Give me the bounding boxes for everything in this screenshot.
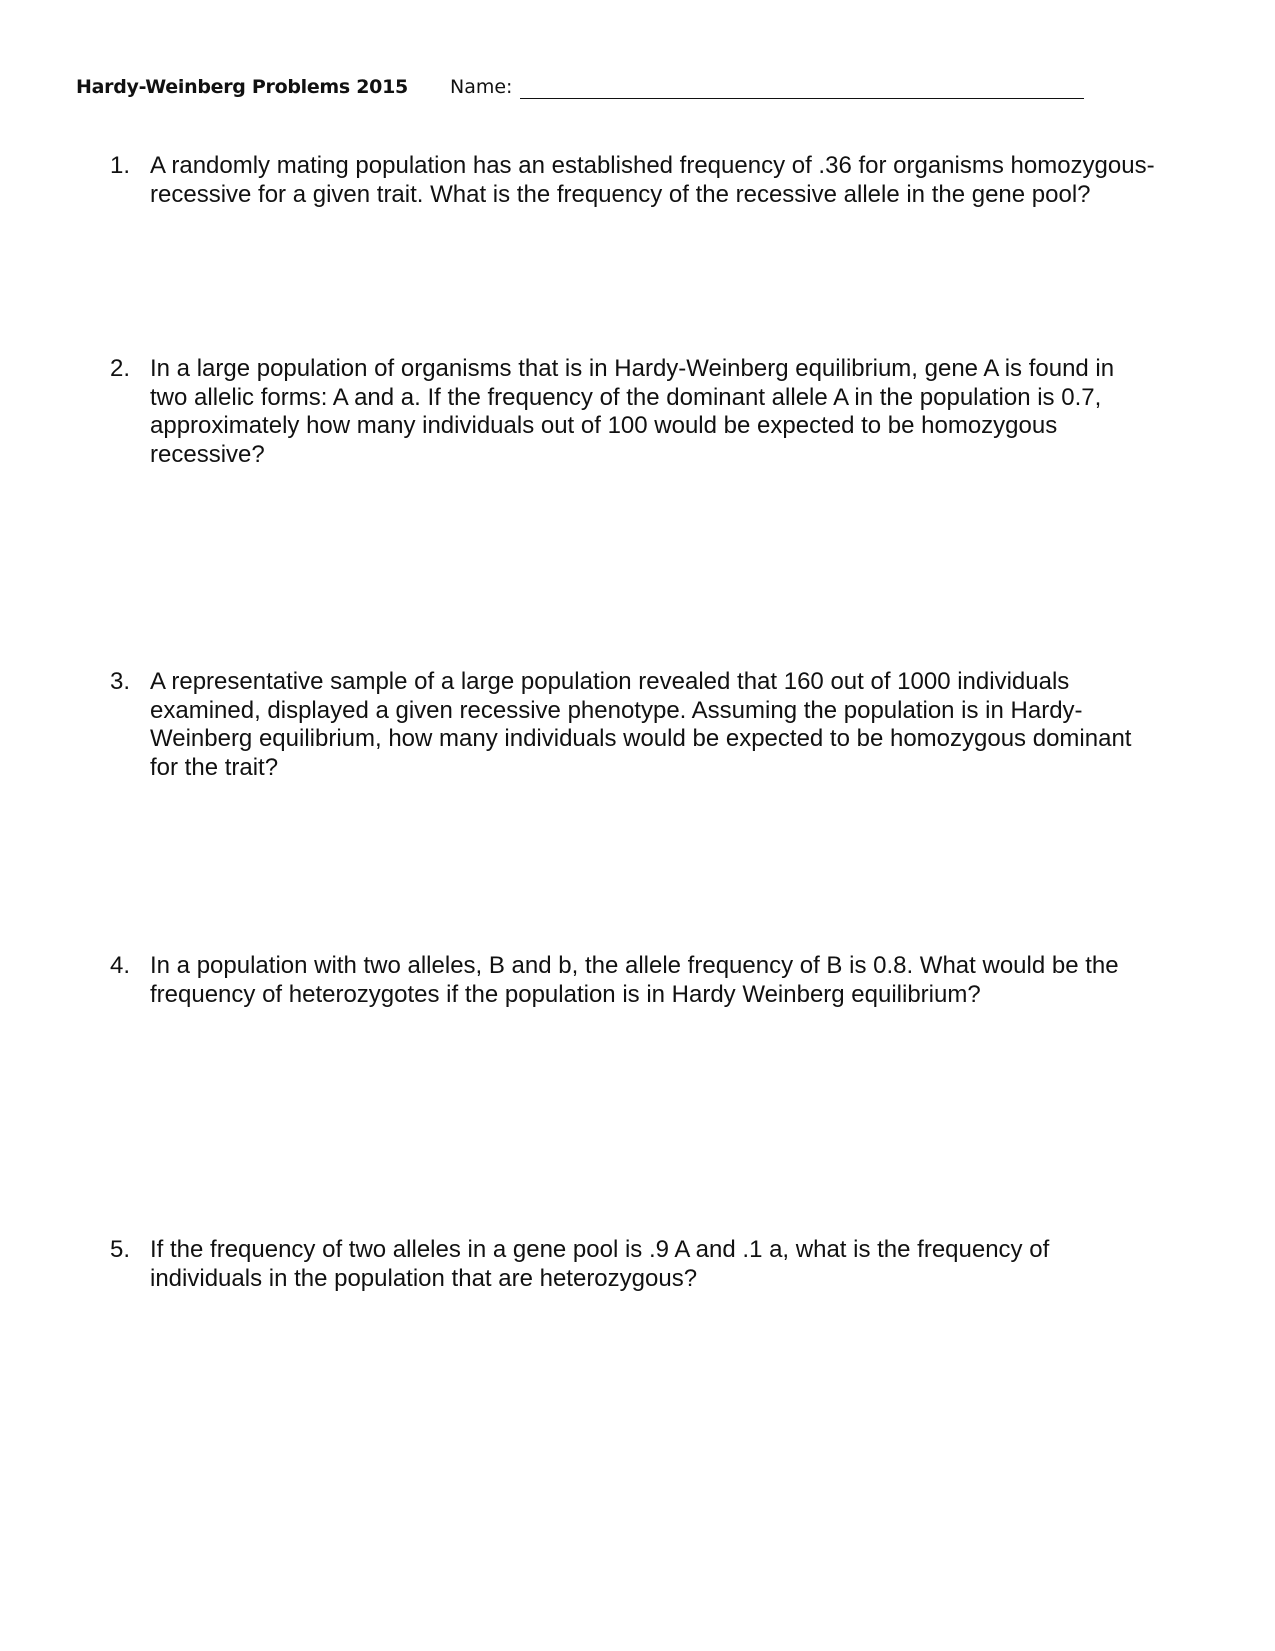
question-line: Weinberg equilibrium, how many individuals would be expected to be homozygous dominant <box>150 725 1132 753</box>
question-line: frequency of heterozygotes if the population is in Hardy Weinberg equilibrium? <box>150 980 981 1008</box>
question-line: If the frequency of two alleles in a gene pool is .9 A and .1 a, what is the frequency of <box>150 1236 1050 1263</box>
worksheet-header <box>76 72 1176 108</box>
question-number: 2. <box>110 355 131 382</box>
question-text <box>150 152 1210 209</box>
question-line: recessive for a given trait. What is the frequency of the recessive allele in the gene pool? <box>150 180 1091 208</box>
question-line: individuals in the population that are heterozygous? <box>150 1264 698 1292</box>
question-line: A representative sample of a large population revealed that 160 out of 1000 individuals <box>150 668 1070 695</box>
question-text <box>150 1236 1210 1293</box>
question-line: two allelic forms: A and a. If the frequency of the dominant allele A in the population is 0.7, <box>150 383 1102 411</box>
question-line: A randomly mating population has an established frequency of .36 for organisms homozygous- <box>150 152 1155 179</box>
name-blank-line[interactable] <box>520 98 1084 99</box>
question-line: In a population with two alleles, B and b, the allele frequency of B is 0.8. What would be the <box>150 952 1119 979</box>
question-number: 4. <box>110 952 131 979</box>
question-text <box>150 952 1210 1009</box>
question-number: 3. <box>110 668 131 695</box>
question-line: recessive? <box>150 440 265 468</box>
question-line: examined, displayed a given recessive phenotype. Assuming the population is in Hardy- <box>150 696 1083 724</box>
question-number: 1. <box>110 152 131 179</box>
question-line: for the trait? <box>150 753 279 781</box>
question-text <box>150 668 1210 782</box>
name-label: Name: <box>450 76 513 98</box>
question-text <box>150 355 1210 469</box>
question-number: 5. <box>110 1236 131 1263</box>
question-line: approximately how many individuals out of 100 would be expected to be homozygous <box>150 412 1058 440</box>
question-line: In a large population of organisms that is in Hardy-Weinberg equilibrium, gene A is found in <box>150 355 1115 382</box>
page-title: Hardy-Weinberg Problems 2015 <box>76 76 408 98</box>
